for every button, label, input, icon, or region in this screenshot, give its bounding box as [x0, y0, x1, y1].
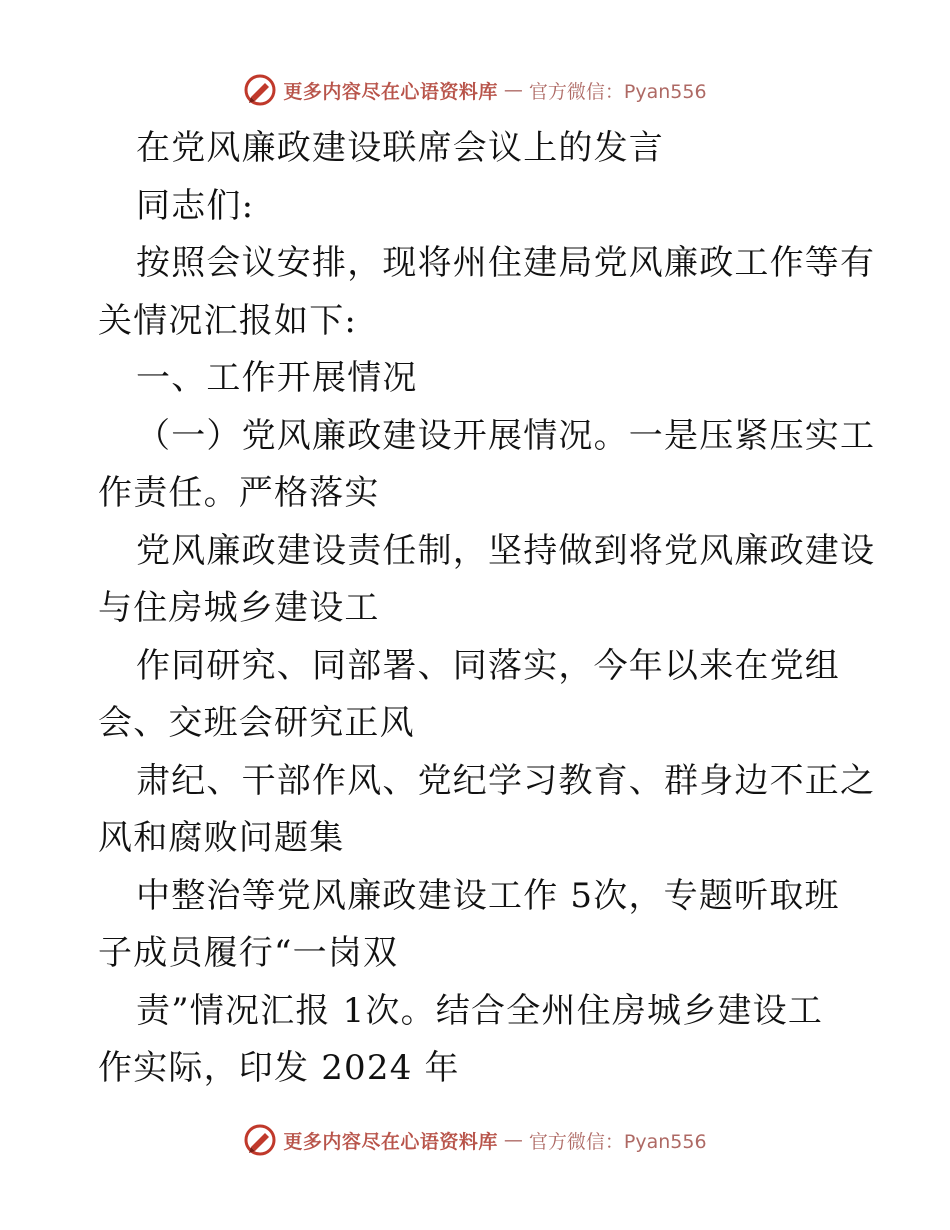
paragraph-line: 与住房城乡建设工	[98, 588, 380, 628]
paragraph-line: 作实际，印发 2024 年	[98, 1048, 460, 1088]
paragraph-line: 党风廉政建设责任制，坚持做到将党风廉政建设	[136, 530, 876, 571]
banner-separator: —	[503, 1129, 523, 1151]
header-watermark-banner	[0, 70, 950, 110]
paragraph-line: 同志们:	[136, 185, 255, 226]
banner-separator: —	[503, 79, 523, 101]
paragraph-line: 作责任。严格落实	[98, 473, 380, 513]
banner-contact-text: 官方微信：Pyan556	[528, 80, 707, 103]
paragraph-line: 子成员履行“一岗双	[98, 933, 399, 973]
paragraph-line: 按照会议安排，现将州住建局党风廉政工作等有	[136, 243, 876, 283]
paragraph-line: 作同研究、同部署、同落实，今年以来在党组	[136, 645, 840, 686]
footer-watermark-banner	[0, 1120, 950, 1160]
paragraph-line: 中整治等党风廉政建设工作 5次，专题听取班	[136, 875, 840, 916]
pen-logo-icon	[243, 1123, 277, 1157]
paragraph-line: （一）党风廉政建设开展情况。一是压紧压实工	[136, 415, 876, 456]
document-body	[98, 120, 876, 1098]
banner-brand-text: 更多内容尽在心语资料库	[283, 1130, 498, 1153]
paragraph-line: 在党风廉政建设联席会议上的发言	[136, 128, 664, 168]
paragraph-line: 关情况汇报如下:	[98, 300, 358, 341]
paragraph-line: 风和腐败问题集	[98, 818, 345, 858]
paragraph-line: 会、交班会研究正风	[98, 703, 415, 743]
banner-contact-text: 官方微信：Pyan556	[528, 1130, 707, 1153]
paragraph-line: 一、工作开展情况	[136, 358, 418, 398]
paragraph-line: 肃纪、干部作风、党纪学习教育、群身边不正之	[136, 760, 876, 801]
paragraph-line: 责”情况汇报 1次。结合全州住房城乡建设工	[136, 990, 824, 1031]
pen-logo-icon	[243, 73, 277, 107]
banner-brand-text: 更多内容尽在心语资料库	[283, 80, 498, 103]
